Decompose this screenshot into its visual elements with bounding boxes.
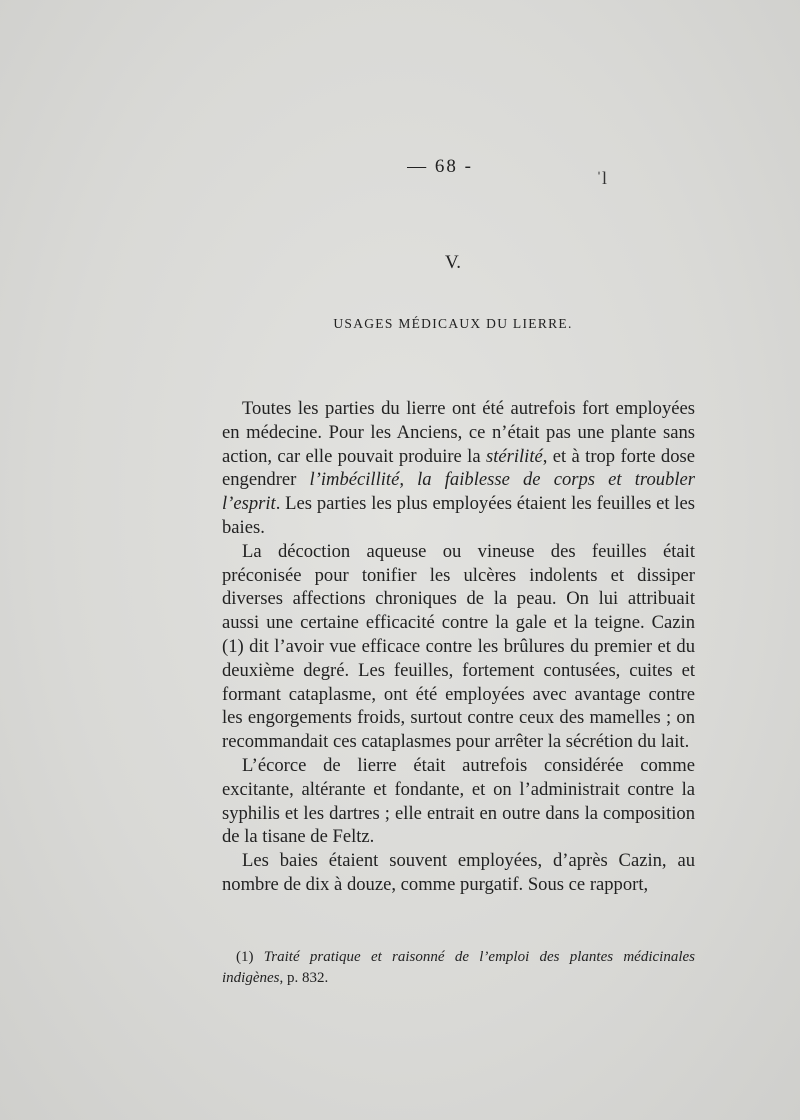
paragraph-1-italic-1: stérilité — [485, 445, 543, 467]
section-number: V. — [444, 252, 462, 273]
ink-mark: ˈl — [596, 168, 607, 188]
paragraph-1-italic-2: l’imbécillité, la faiblesse de corps et troubler l’esprit — [222, 469, 696, 515]
paragraph-4: Les baies étaient souvent employées, d’après Cazin, au nombre de dix à douze, comme purgatif. Sous ce rapport, — [222, 850, 695, 895]
footnote-italic-title: Traité pratique et raisonné de l’emploi des plantes médicinales indigènes — [222, 949, 695, 986]
paragraph-1-text-a: Toutes les parties du lierre ont été autrefois fort employées en médecine. Pour les Anciens, ce n’était pas une plante sans action, car elle pouvait produire la — [222, 398, 695, 467]
page-number: — 68 - — [407, 156, 473, 177]
footnote-text — [222, 947, 695, 989]
footnote-marker: (1) — [236, 949, 264, 965]
paragraph-1-text-c: . Les parties les plus employées étaient les feuilles et les baies. — [222, 493, 695, 538]
paragraph-3: L’écorce de lierre était autrefois considérée comme excitante, altérante et fondante, et on l’administrait contre la syphilis et les dartres ; elle entrait en outre dans la composition de la tisane de Feltz. — [222, 754, 695, 848]
footnote-page-ref: , p. 832. — [279, 970, 329, 986]
paragraph-1-text-b: , et à trop forte dose engendrer — [222, 445, 696, 491]
footnote — [222, 947, 695, 989]
section-title: USAGES MÉDICAUX DU LIERRE. — [333, 316, 573, 331]
body-text — [222, 397, 695, 897]
paragraph-1 — [222, 397, 695, 540]
paragraph-2: La décoction aqueuse ou vineuse des feuilles était préconisée pour tonifier les ulcères indolents et dissiper diverses affections chroniques de la peau. On lui attribuait aussi une certaine efficacité contre la gale et la teigne. Cazin (1) dit l’avoir vue efficace contre les brûlures du premier et du deuxième degré. Les feuilles, fortement contusées, cuites et formant cataplasme, ont été employées avec avantage contre les engorgements froids, surtout contre ceux des mamelles ; on recommandait ces cataplasmes pour arrêter la sécrétion du lait. — [222, 540, 695, 753]
